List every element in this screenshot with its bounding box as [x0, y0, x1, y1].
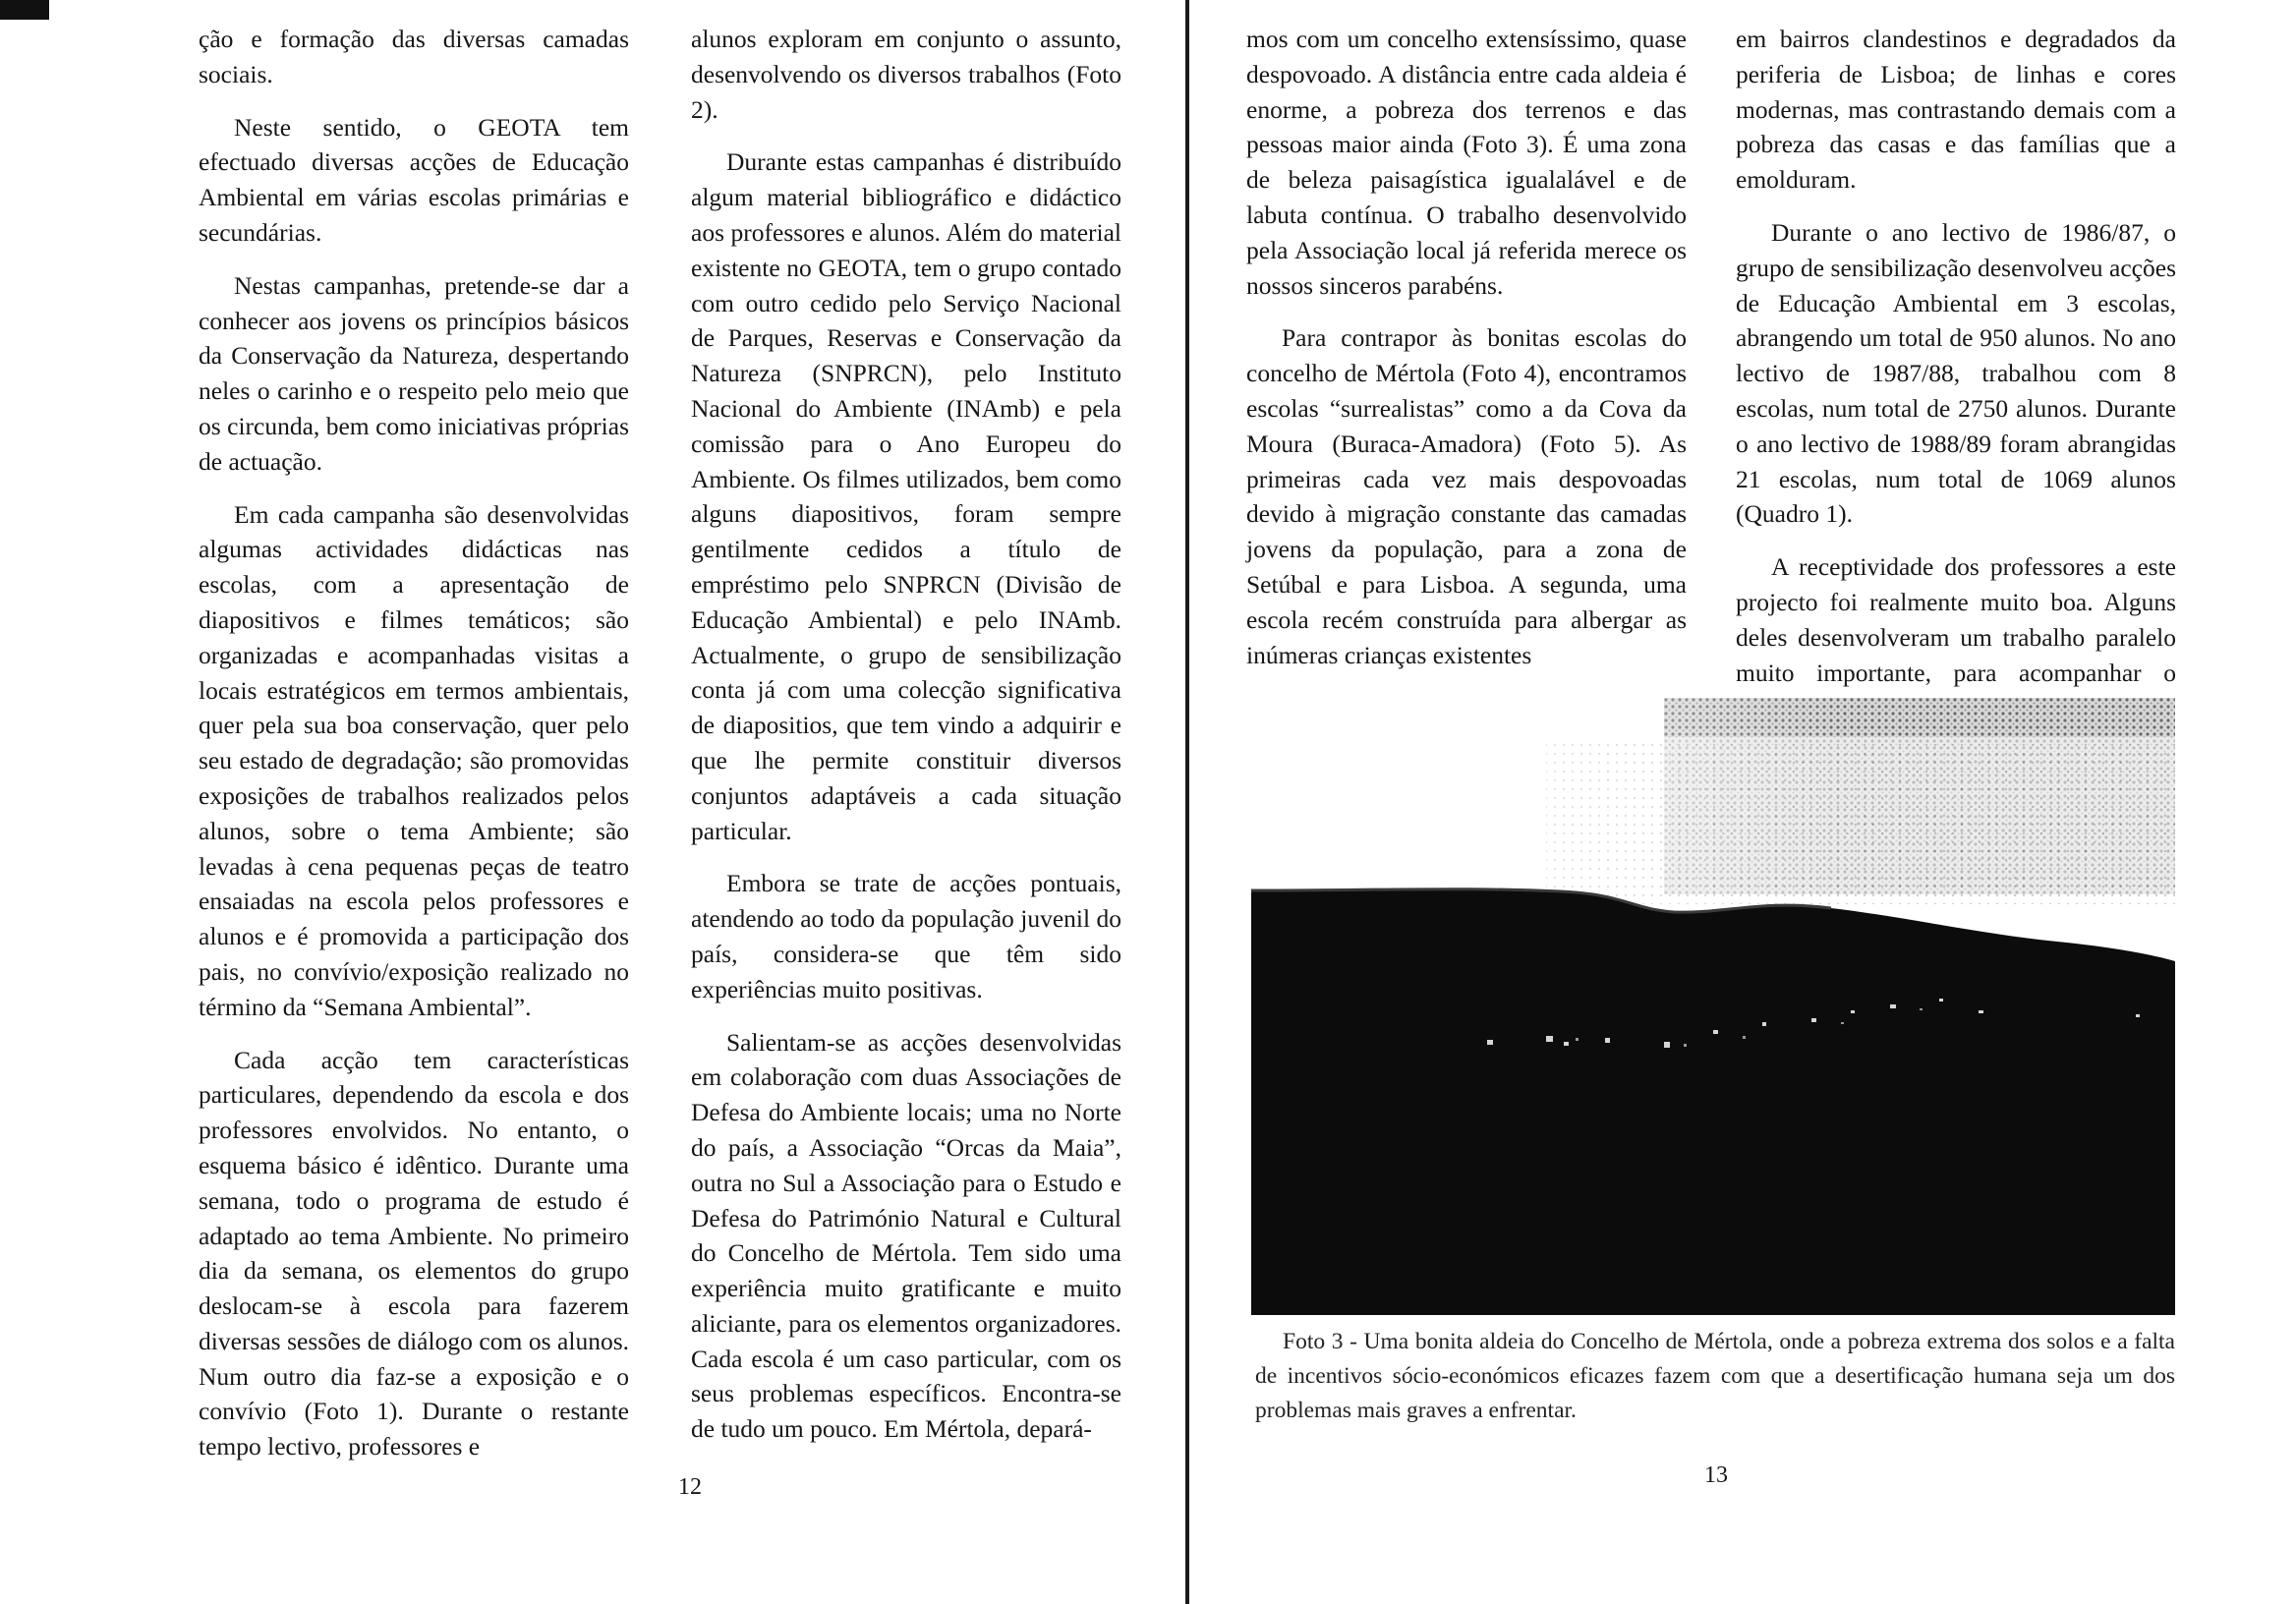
paragraph: em bairros clandestinos e degradados da periferia de Lisboa; de linhas e cores modernas, mas contrastando demais com a pobreza das casas e das famílias que a emolduram.	[1736, 25, 2176, 195]
book-spine	[1185, 0, 1189, 1604]
paragraph: mos com um concelho extensíssimo, quase despovoado. A distância entre cada aldeia é enorme, a pobreza dos terrenos e das pessoas maior ainda (Foto 3). É uma zona de beleza paisagística igualalável e de labuta contínua. O trabalho desenvolvido pela Associação local já referida merece os nossos sinceros parabéns.	[1246, 25, 1687, 300]
left-page-column-1	[199, 22, 629, 1482]
paragraph: Salientam-se as acções desenvolvidas em colaboração com duas Associações de Defesa do Ambiente locais; uma no Norte do país, a Associação “Orcas da Maia”, outra no Sul a Associação para o Estudo e Defesa do Património Natural e Cultural do Concelho de Mértola. Tem sido uma experiência muito gratificante e muito aliciante, para os elementos organizadores. Cada escola é um caso particular, com os seus problemas específicos. Encontra-se de tudo um pouco. Em Mértola, depará-	[691, 1027, 1121, 1444]
right-page-column-2	[1736, 22, 2176, 743]
paragraph: A receptividade dos professores a este projecto foi realmente muito boa. Alguns deles desenvolveram um trabalho paralelo muito importante, para acompanhar o	[1736, 552, 2176, 687]
paragraph: Durante estas campanhas é distribuído algum material bibliográfico e didáctico aos professores e alunos. Além do material existente no GEOTA, tem o grupo contado com outro cedido pelo Serviço Nacional de Parques, Reservas e Conservação da Natureza (SNPRCN), pelo Instituto Nacional do Ambiente (INAmb) e pela comissão para o Ano Europeu do Ambiente. Os filmes utilizados, bem como alguns diapositivos, foram sempre gentilmente cedidos a título de empréstimo pelo SNPRCN (Divisão de Educação Ambiental) e pelo INAmb. Actualmente, o grupo de sensibilização conta já com uma colecção significativa de diapositios, que tem vindo a adquirir e que lhe permite constituir diversos conjuntos adaptáveis a cada situação particular.	[691, 147, 1121, 845]
corner-registration-mark	[0, 0, 49, 20]
photo-image	[1251, 698, 2175, 1315]
right-page-column-1	[1246, 22, 1687, 690]
photo-village-mertola	[1251, 698, 2175, 1315]
paragraph: ção e formação das diversas camadas sociais.	[199, 25, 629, 88]
paragraph: alunos exploram em conjunto o assunto, desenvolvendo os diversos trabalhos (Foto 2).	[691, 25, 1121, 124]
page-number-left: 12	[678, 1474, 702, 1500]
paragraph: Embora se trate de acções pontuais, atendendo ao todo da população juvenil do país, considera-se que têm sido experiências muito positivas.	[691, 869, 1121, 1003]
left-page-column-2	[691, 22, 1121, 1464]
paragraph: Durante o ano lectivo de 1986/87, o grupo de sensibilização desenvolveu acções de Educação Ambiental em 3 escolas, abrangendo um total de 950 alunos. No ano lectivo de 1987/88, trabalhou com 8 escolas, num total de 2750 alunos. Durante o ano lectivo de 1988/89 foram abrangidas 21 escolas, num total de 1069 alunos (Quadro 1).	[1736, 217, 2176, 529]
paragraph: Nestas campanhas, pretende-se dar a conhecer aos jovens os princípios básicos da Conservação da Natureza, despertando neles o carinho e o respeito pelo meio que os circunda, bem como iniciativas próprias de actuação.	[199, 270, 629, 476]
paragraph: Neste sentido, o GEOTA tem efectuado diversas acções de Educação Ambiental em várias escolas primárias e secundárias.	[199, 112, 629, 247]
paragraph: Em cada campanha são desenvolvidas algumas actividades didácticas nas escolas, com a apresentação de diapositivos e filmes temáticos; são organizadas e acompanhadas visitas a locais estratégicos em termos ambientais, quer pela sua boa conservação, quer pelo seu estado de degradação; são promovidas exposições de trabalhos realizados pelos alunos, sobre o tema Ambiente; são levadas à cena pequenas peças de teatro ensaiadas na escola pelos professores e alunos e é promovida a participação dos pais, no convívio/exposição realizado no término da “Semana Ambiental”.	[199, 499, 629, 1021]
paragraph: Para contrapor às bonitas escolas do concelho de Mértola (Foto 4), encontramos escolas “surrealistas” como a da Cova da Moura (Buraca-Amadora) (Foto 5). As primeiras cada vez mais despovoadas devido à migração constante das camadas jovens da população, para a zona de Setúbal e para Lisboa. A segunda, uma escola recém construída para albergar as inúmeras crianças existentes	[1246, 323, 1687, 669]
page-number-right: 13	[1704, 1462, 1728, 1488]
photo-caption: Foto 3 - Uma bonita aldeia do Concelho de Mértola, onde a pobreza extrema dos solos e a falta de incentivos sócio-económicos eficazes fazem com que a desertificação humana seja um dos problemas mais graves a enfrentar.	[1255, 1329, 2175, 1423]
paragraph: Cada acção tem características particulares, dependendo da escola e dos professores envolvidos. No entanto, o esquema básico é idêntico. Durante uma semana, todo o programa de estudo é adaptado ao tema Ambiente. No primeiro dia da semana, os elementos do grupo deslocam-se à escola para fazerem diversas sessões de diálogo com os alunos. Num outro dia faz-se a exposição e o convívio (Foto 1). Durante o restante tempo lectivo, professores e	[199, 1045, 629, 1461]
